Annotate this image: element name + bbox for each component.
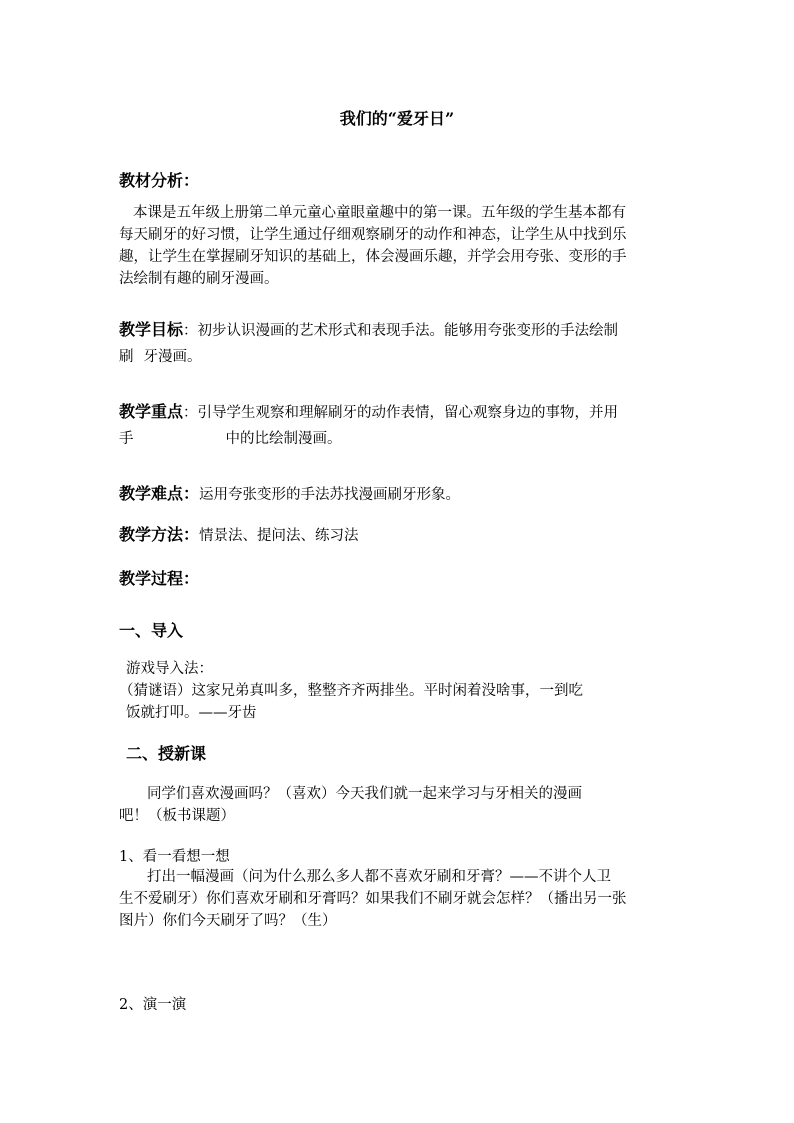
difficulty-label: 教学难点：	[119, 484, 200, 503]
section1-line-2: （猜谜语）这家兄弟真叫多，整整齐齐两排坐。平时闲着没啥事，一到吃	[119, 683, 583, 699]
step1-line-3: 图片）你们今天刷牙了吗？（生）	[119, 913, 337, 929]
step1-line-1: 打出一幅漫画（问为什么那么多人都不喜欢牙刷和牙膏？——不讲个人卫	[147, 869, 611, 885]
method-line	[119, 522, 359, 549]
section2-line-1: 同学们喜欢漫画吗？（喜欢）今天我们就一起来学习与牙相关的漫画	[147, 786, 582, 802]
key-line-2	[119, 426, 342, 452]
page-title: 我们的“爱牙日”	[339, 109, 455, 128]
section1-heading: 一、导入	[119, 621, 184, 640]
method-text: 情景法、提问法、练习法	[199, 528, 359, 544]
step1-line-2: 生不爱刷牙）你们喜欢牙刷和牙膏吗？如果我们不刷牙就会怎样？（播出另一张	[119, 891, 627, 907]
key-text-2a: 手	[119, 431, 134, 447]
analysis-line-1: 本课是五年级上册第二单元童心童眼童趣中的第一课。五年级的学生基本都有	[133, 205, 626, 221]
goal-text: ：初步认识漫画的艺术形式和表现手法。能够用夸张变形的手法绘制	[183, 323, 619, 339]
section2-line-2: 吧！（板书课题）	[119, 808, 235, 824]
goal-line-1	[119, 317, 618, 344]
analysis-line-4: 法绘制有趣的刷牙漫画。	[119, 271, 279, 287]
process-heading: 教学过程：	[119, 569, 200, 588]
section1-line-3: 饭就打叩。——牙齿	[126, 705, 257, 721]
analysis-line-2: 每天刷牙的好习惯，让学生通过仔细观察刷牙的动作和神态，让学生从中找到乐	[119, 227, 627, 243]
goal-label: 教学目标	[119, 320, 184, 339]
goal-text-2b: 牙漫画。	[143, 349, 202, 365]
difficulty-line	[119, 481, 460, 508]
key-line-1	[119, 399, 618, 426]
method-label: 教学方法：	[119, 525, 200, 544]
key-text: ：引导学生观察和理解刷牙的动作表情，留心观察身边的事物，并用	[183, 405, 619, 421]
key-label: 教学重点	[119, 402, 184, 421]
difficulty-text: 运用夸张变形的手法苏找漫画刷牙形象。	[199, 487, 461, 503]
section1-line-1: 游戏导入法：	[126, 661, 213, 677]
section2-heading: 二、授新课	[126, 744, 207, 763]
key-text-2b: 中的比绘制漫画。	[225, 431, 342, 447]
step1-heading: 1、看一看想一想	[119, 849, 230, 865]
step2-heading: 2、演一演	[119, 997, 187, 1013]
analysis-line-3: 趣，让学生在掌握刷牙知识的基础上，体会漫画乐趣，并学会用夸张、变形的手	[119, 249, 627, 265]
goal-text-2a: 刷	[119, 349, 134, 365]
analysis-heading: 教材分析：	[119, 171, 200, 190]
goal-line-2	[119, 344, 202, 370]
